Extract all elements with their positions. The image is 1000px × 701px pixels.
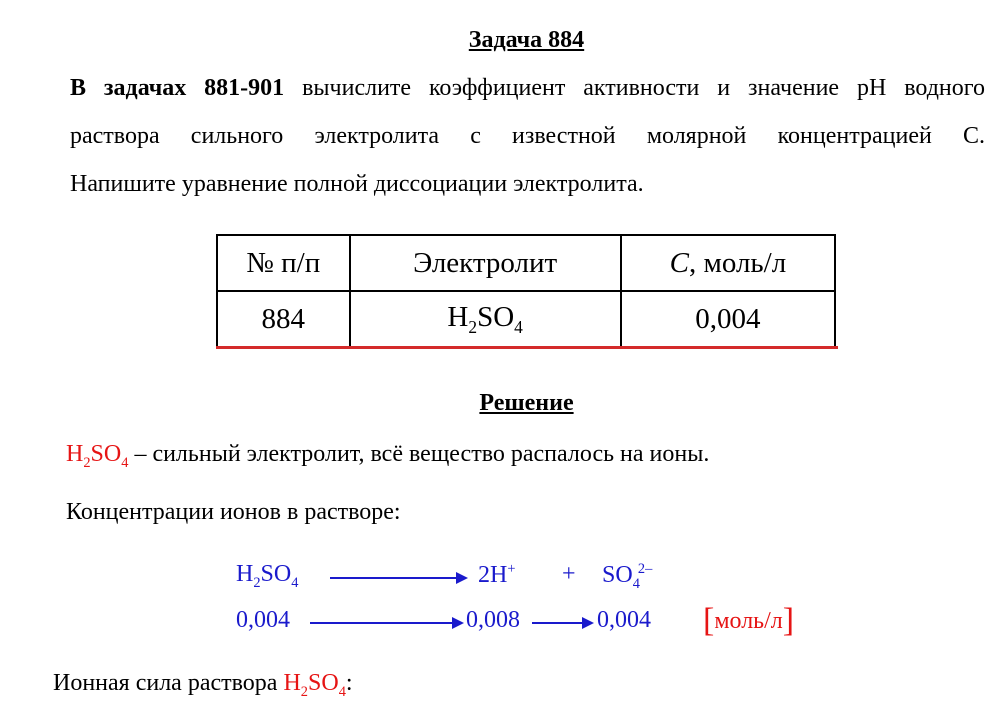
table-header-row [217, 235, 835, 291]
header-number: № п/п [217, 235, 350, 291]
formula-h2so4: $H_2SO_4$ [66, 441, 129, 471]
ions-heading: Концентрации ионов в растворе: [66, 499, 401, 525]
task-range: В задачах 881-901 [70, 75, 285, 101]
task-title: Задача 884 [468, 27, 585, 53]
cell-number: 884 [217, 291, 350, 347]
task-statement [70, 64, 985, 208]
data-table [216, 234, 836, 348]
eq-value-so4: 0,004 [597, 607, 651, 633]
eq-product-so4: $SO_4^{2-}$ [602, 561, 653, 592]
eq-value-h: 0,008 [466, 607, 520, 633]
statement-line-2: раствора сильного электролита с известной молярной концентрацией С. [70, 123, 985, 149]
formula-h2so4: $H_2SO_4$ [283, 670, 346, 700]
table-row [217, 291, 835, 347]
eq-plus: + [562, 561, 576, 587]
statement-line-1-text: вычислите коэффициент активности и значение pH водного [284, 75, 985, 101]
statement-line-1 [70, 64, 985, 112]
eq-product-h: 2H+ [478, 561, 516, 588]
arrow-right-icon [532, 622, 592, 624]
cell-electrolyte: $H_2SO_4$ [350, 291, 621, 347]
eq-value-reactant: 0,004 [236, 607, 290, 633]
header-concentration: C, моль/л [621, 235, 835, 291]
arrow-right-icon [330, 577, 466, 579]
table-underline [216, 346, 838, 349]
arrow-right-icon [310, 622, 462, 624]
eq-unit: [моль/л] [703, 602, 795, 639]
solution-title: Решение [479, 390, 574, 416]
eq-reactant: $H_2SO_4$ [236, 561, 299, 591]
statement-line-3: Напишите уравнение полной диссоциации электролита. [70, 171, 644, 197]
statement-text: – сильный электролит, всё вещество распалось на ионы. [128, 441, 710, 467]
cell-concentration: 0,004 [621, 291, 835, 347]
ionic-strength-heading: Ионная сила раствора $H_2SO_4$: [53, 670, 353, 700]
header-electrolyte: Электролит [350, 235, 621, 291]
statement-strong-electrolyte [66, 441, 709, 472]
